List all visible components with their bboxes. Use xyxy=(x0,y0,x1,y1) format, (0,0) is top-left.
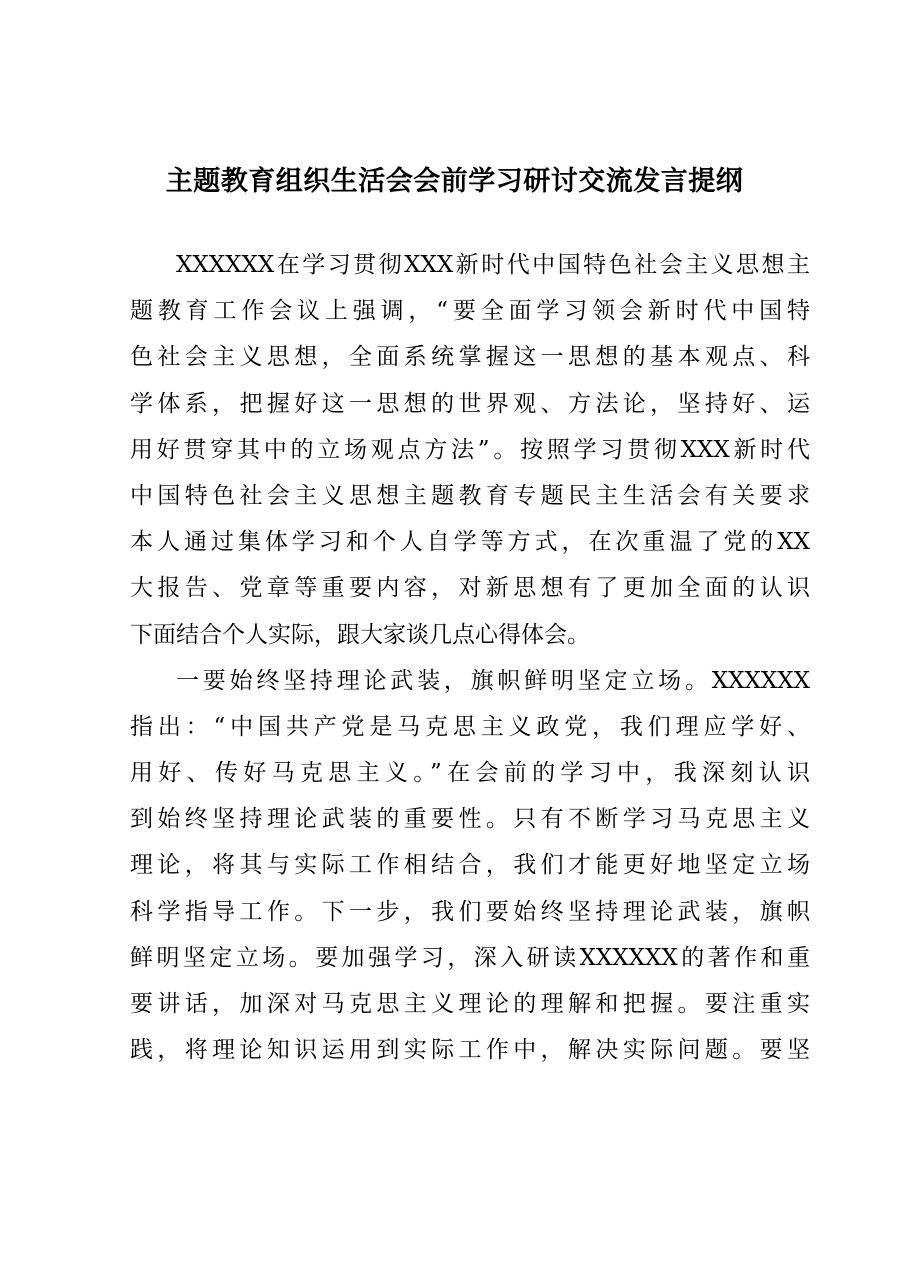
text-line: 科学指导工作。下一步，我们要始终坚持理论武装，旗帜 xyxy=(130,898,810,925)
text-line: 题教育工作会议上强调，“要全面学习领会新时代中国特 xyxy=(130,298,810,325)
text-line: 到始终坚持理论武装的重要性。只有不断学习马克思主义 xyxy=(130,806,810,833)
text-line: 鲜明坚定立场。要加强学习，深入研读XXXXXX的著作和重 xyxy=(130,944,810,971)
document-body xyxy=(130,242,810,1073)
text-line: 践，将理论知识运用到实际工作中，解决实际问题。要坚 xyxy=(130,1037,810,1064)
text-line: 中国特色社会主义思想主题教育专题民主生活会有关要求 xyxy=(130,482,810,509)
text-line: 一要始终坚持理论武装，旗帜鲜明坚定立场。XXXXXX xyxy=(176,667,810,694)
text-line: 用好、传好马克思主义。”在会前的学习中，我深刻认识 xyxy=(130,760,810,787)
text-line: XXXXXX在学习贯彻XXX新时代中国特色社会主义思想主 xyxy=(176,252,810,278)
paragraph-1 xyxy=(130,242,810,658)
text-line: 要讲话，加深对马克思主义理论的理解和把握。要注重实 xyxy=(130,991,810,1017)
text-line: 指出：“中国共产党是马克思主义政党，我们理应学好、 xyxy=(130,713,810,740)
text-line: 大报告、党章等重要内容，对新思想有了更加全面的认识 xyxy=(130,575,810,602)
paragraph-2 xyxy=(130,658,810,1074)
text-line: 下面结合个人实际，跟大家谈几点心得体会。 xyxy=(130,621,590,648)
text-line: 理论，将其与实际工作相结合，我们才能更好地坚定立场 xyxy=(130,852,810,879)
text-line: 用好贯穿其中的立场观点方法”。按照学习贯彻XXX新时代 xyxy=(130,436,810,463)
text-line: 本人通过集体学习和个人自学等方式，在次重温了党的XX xyxy=(130,529,810,556)
document-title: 主题教育组织生活会会前学习研讨交流发言提纲 xyxy=(165,166,744,197)
text-line: 色社会主义思想，全面系统掌握这一思想的基本观点、科 xyxy=(130,344,810,371)
text-line: 学体系，把握好这一思想的世界观、方法论，坚持好、运 xyxy=(130,390,810,417)
